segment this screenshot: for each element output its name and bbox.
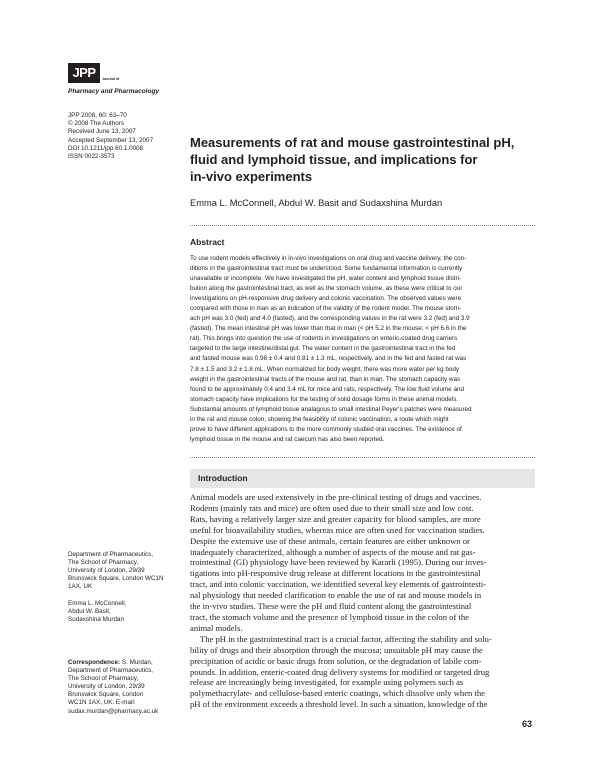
journal-logo-subtext: Journal of [102,77,120,81]
abstract-line: ach pH was 3.0 (fed) and 4.0 (fasted), and the corresponding values in the rat were 3.2 (fed) and 3.9 [190,315,470,323]
body-line: Rats, having a relatively larger size and greater capacity for blood samples, are more [190,513,481,524]
divider-rule [190,457,535,458]
abstract-line: (fasted). The mean intestinal pH was lower than that in man (< pH 5.2 in the mouse; < pH 6.6 in the [190,325,467,333]
abstract-line: targeted to the large intestine/distal gut. The water content in the gastrointestinal tract in the fed [190,345,456,353]
article-title [190,134,535,185]
body-line: tigations into pH-responsive drug release at different locations in the gastrointestinal [190,568,481,579]
body-line: tract, and into colonic vaccination, we identified several key elements of gastrointesti- [190,579,487,590]
affiliation-line: Emma L. McConnell, [68,599,127,607]
body-line: precipitation of acidic or basic drugs from solution, or the degradation of labile com- [190,655,482,666]
correspondence-block [68,659,178,716]
body-line: pounds. In addition, enteric-coated drug delivery systems for modified or targeted drug [190,666,490,677]
abstract-line: 7.8 ± 1.5 and 3.2 ± 1.8 mL. When normalized for body weight, there was more water per kg body [190,365,460,373]
affiliation-line: 1AX, UK [68,583,93,591]
journal-name: Pharmacy and Pharmacology [68,88,160,95]
affiliation-line: Sudaxshina Murdan [68,615,125,623]
abstract-line: ditions in the gastrointestinal tract must be understood. Some fundamental information is currently [190,265,463,273]
abstract-line: rat). This brings into question the use of rodents in investigations on enteric-coated drug carriers [190,335,458,343]
meta-doi: DOI 10.1211/jpp.60.1.0008 [68,144,144,152]
meta-issn: ISSN 0022-3573 [68,153,115,161]
correspondence-line: Department of Pharmaceutics, [68,667,154,675]
body-line: nal physiology that needed clarification to enable the use of rat and mouse models in [190,590,482,601]
abstract-line: and fasted mouse was 0.98 ± 0.4 and 0.81 ± 1.3 mL, respectively, and in the fed and fasted rat was [190,355,467,363]
divider-rule [190,225,535,226]
body-line: Rodents (mainly rats and mice) are often used due to their small size and low cost. [190,502,474,513]
abstract-line: stomach capacity have implications for the testing of solid dosage forms in these animal models. [190,395,459,403]
affiliation-spacer [68,591,178,599]
body-line: animal models. [190,622,243,633]
title-line: fluid and lymphoid tissue, and implications for [190,152,478,167]
abstract-line: weight in the gastrointestinal tracts of the mouse and rat, than in man. The stomach capacity was [190,375,461,383]
affiliation-line: Brunswick Square, London WC1N [68,575,164,583]
body-line: bility of drugs and their absorption through the mucosa; unsuitable pH may cause the [190,644,483,655]
body-line: inadequately characterized, although a number of aspects of the mouse and rat gas- [190,546,476,557]
affiliation-line: Abdul W. Basit, [68,607,111,615]
correspondence-email: sudax.murdan@pharmacy.ac.uk [68,707,159,715]
page-number: 63 [522,719,533,729]
abstract-line: lymphoid tissue in the mouse and rat caecum has also been reported. [190,435,385,443]
abstract-line: Substantial amounts of lymphoid tissue analagous to small intestinal Peyer's patches were measured [190,405,472,413]
body-line: Animal models are used extensively in the pre-clinical testing of drugs and vaccines. [190,492,482,502]
abstract-line: in the rat and mouse colon, showing the feasibility of colonic vaccination, a route which might [190,415,449,423]
affiliation-line: The School of Pharmacy, [68,559,139,567]
body-line: useful for bioavailability studies, whereas mice are often used for vaccination studies. [190,524,485,535]
meta-accepted: Accepted September 13, 2007 [68,136,154,144]
body-line: tract, the stomach volume and the presence of lymphoid tissue in the colon of the [190,611,469,622]
abstract-text [190,254,535,445]
affiliation-line: University of London, 29/39 [68,567,145,575]
meta-received: Received June 13, 2007 [68,128,136,136]
author-affiliation [68,551,178,624]
correspondence-line: Brunswick Square, London [68,691,144,699]
affiliation-line: Department of Pharmaceutics, [68,551,154,558]
body-line: Despite the extensive use of these animals, certain features are either unknown or [190,535,470,546]
journal-logo: JPP [68,63,100,83]
correspondence-line: The School of Pharmacy, [68,675,139,683]
title-line: Measurements of rat and mouse gastrointestinal pH, [190,135,515,150]
body-line: pH of the environment exceeds a threshold level. In such a situation, knowledge of the [190,699,488,710]
correspondence-first-line [68,659,178,667]
abstract-line: To use rodent models effectively in in-vivo investigations on oral drug and vaccine delivery, the con- [190,255,467,262]
body-line: release are increasingly being investigated, for example using polymers such as [190,677,464,688]
meta-citation: JPP 2008, 60: 63–70 [68,112,127,119]
introduction-text [190,492,535,710]
abstract-line: found to be approximately 0.4 and 3.4 mL for mice and rats, respectively. The low fluid volume and [190,385,464,393]
introduction-heading: Introduction [198,473,248,483]
meta-copyright: © 2008 The Authors [68,120,124,128]
correspondence-label: Correspondence: [68,659,121,666]
abstract-line: unavailable or incomplete. We have investigated the pH, water content and lymphoid tissue distri- [190,275,462,283]
body-line: trointestinal (GI) physiology have been reviewed by Kararli (1995). During our inves- [190,557,487,568]
abstract-line: bution along the gastrointestinal tract, as well as the stomach volume, as these were critical to our [190,285,463,293]
article-metadata [68,112,193,161]
correspondence-name: S. Murdan, [120,659,153,666]
body-line: The pH in the gastrointestinal tract is a crucial factor, affecting the stability and solu- [200,633,492,644]
title-line: in-vivo experiments [190,169,313,184]
introduction-heading-bar [190,469,535,488]
abstract-line: investigations on pH-responsive drug delivery and colonic vaccination. The observed values were [190,295,462,303]
body-line: polymethacrylate- and cellulose-based enteric coatings, which dissolve only when the [190,688,485,699]
body-line: the in-vivo studies. These were the pH and fluid content along the gastrointestinal [190,601,472,612]
abstract-line: prove to have different applications to the more commonly studied oral vaccines. The existence of [190,425,462,433]
correspondence-line: University of London, 29/39 [68,683,145,691]
correspondence-line: WC1N 1AX, UK. E-mail: [68,699,136,707]
abstract-heading: Abstract [190,237,225,247]
article-authors: Emma L. McConnell, Abdul W. Basit and Sudaxshina Murdan [190,198,443,208]
abstract-line: compared with those in man as an indication of the validity of the rodent model. The mouse stom- [190,305,462,313]
